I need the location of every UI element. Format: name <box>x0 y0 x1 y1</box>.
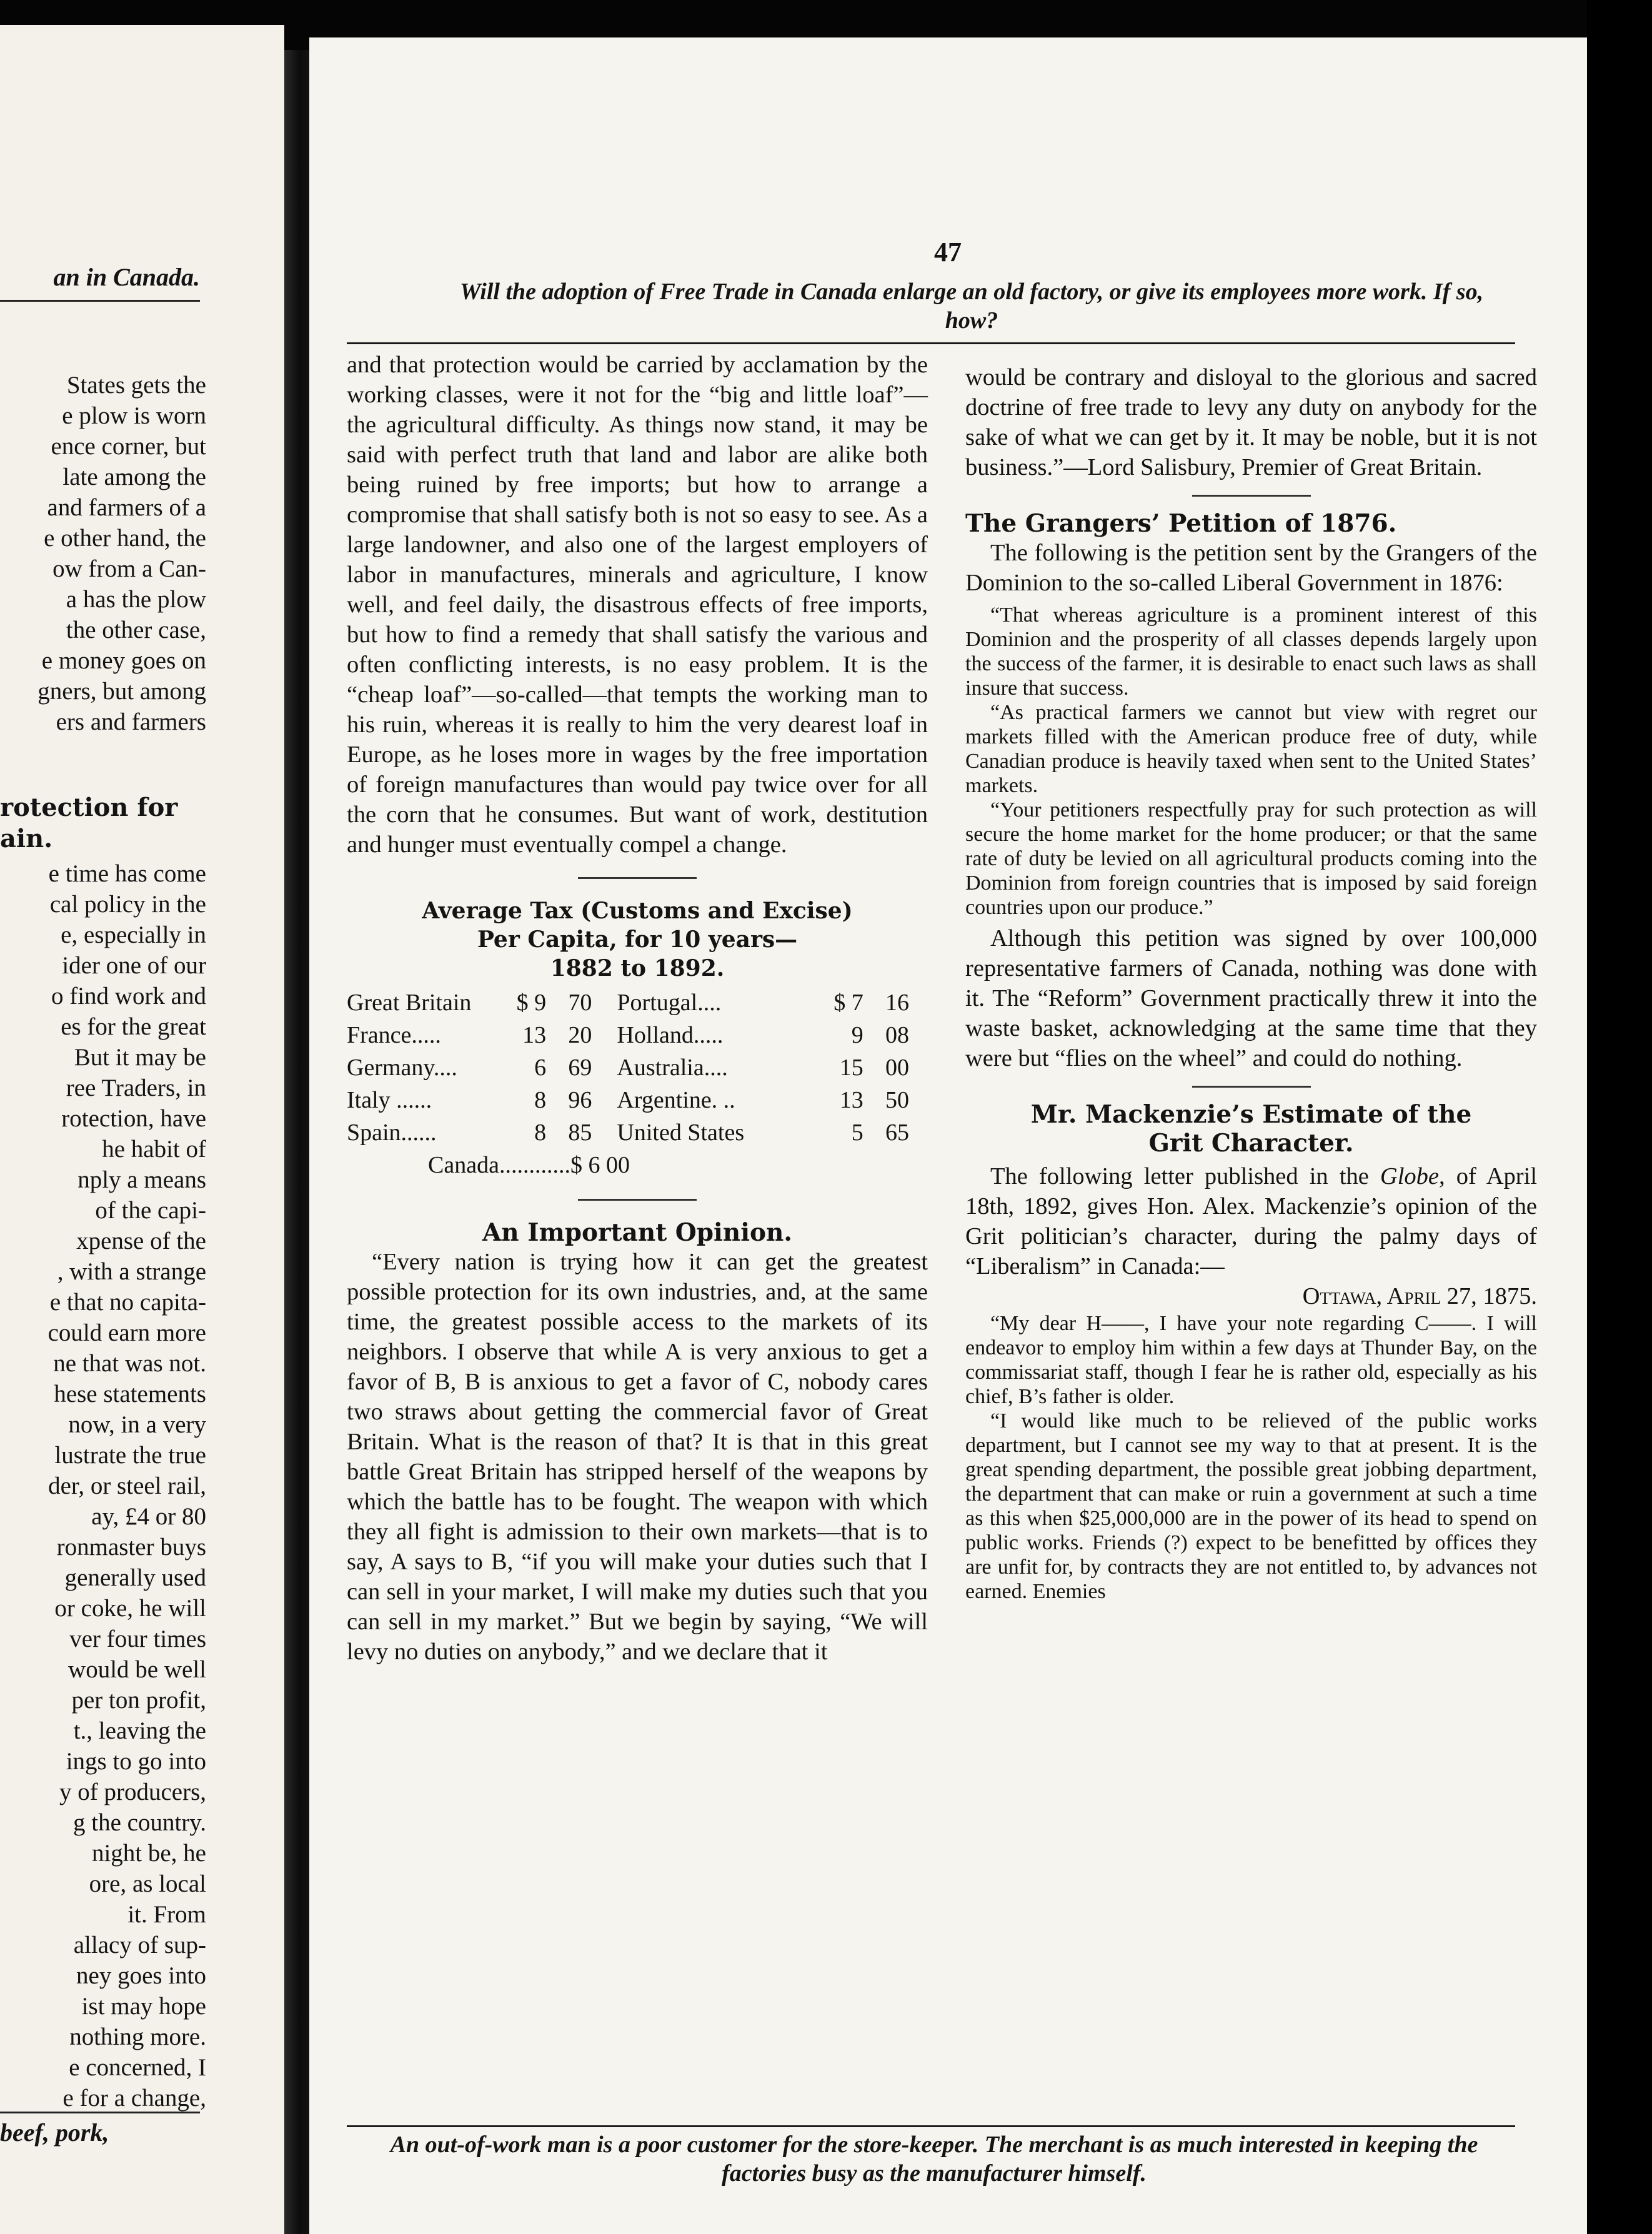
left-page-text-line: gners, but among <box>37 678 206 705</box>
left-page-text-line: the other case, <box>66 617 206 643</box>
tax-per-capita-table <box>347 986 909 1149</box>
left-page-text-line: ne that was not. <box>53 1350 206 1377</box>
left-page-heading-line-2: ain. <box>0 824 53 853</box>
country-name: France..... <box>347 1022 441 1048</box>
grangers-outro: Although this petition was signed by over 100,000 representative farmers of Canada, nothing was done with it. The “Reform” Government practically threw it into the waste basket, acknowledging at the same time that they were but “flies on the wheel” and could do nothing. <box>965 925 1537 1071</box>
left-page-text-line: ver four times <box>69 1626 206 1652</box>
opinion-heading: An Important Opinion. <box>482 1218 792 1247</box>
left-page-text-line: allacy of sup- <box>73 1932 206 1958</box>
scan-border <box>1587 0 1652 2234</box>
left-page-text-line: e, especially in <box>61 921 206 948</box>
protection-paragraph: and that protection would be carried by acclamation by the working classes, were it not for the “big and little loaf”—the agricultural difficulty. As things now stand, it may be said with perfect truth that land and labor are alike both being ruined by free imports; but how to arrange a compromise that shall satisfy both is not so easy to see. As a large landowner, and also one of the largest employers of labor in manufactures, minerals and agriculture, I know well, and feel daily, the disastrous effects of free imports, but how to find a remedy that shall satisfy the various and often conflicting interests, is no easy problem. It is the “cheap loaf”—so-called—that tempts the working man to his ruin, whereas it is really to him the very dearest loaf in Europe, as he loses more in wages by the free importation of foreign manufactures than would pay twice over for all the corn that he consumes. But want of work, destitution and hunger must eventually compel a change. <box>347 352 928 858</box>
tax-cents: 00 <box>885 1055 909 1081</box>
letter-text <box>965 1311 1537 1604</box>
mackenzie-heading-line-2: Grit Character. <box>1148 1129 1354 1158</box>
tax-dollars: 8 <box>534 1087 547 1113</box>
tax-cents: 20 <box>568 1022 592 1048</box>
left-page-heading-line-1: rotection for <box>0 793 178 822</box>
tax-cents: 85 <box>568 1119 592 1146</box>
tax-dollars: 6 <box>534 1055 547 1081</box>
left-page-text-line: e other hand, the <box>44 525 206 552</box>
petition-text <box>965 603 1537 920</box>
left-page-text-line: it. From <box>127 1901 206 1928</box>
letter-date: Ottawa, April 27, 1875. <box>1302 1283 1537 1309</box>
left-page-text-line: lustrate the true <box>54 1442 206 1469</box>
left-page-text-line: der, or steel rail, <box>48 1472 206 1499</box>
letter-paragraph-1: “My dear H——, I have your note regarding C——. I will endeavor to employ him within a few days at Thunder Bay, on the commissariat staff, though I fear he is rather old, especially as his chief, B’s father is older. <box>965 1312 1537 1408</box>
tax-cents: 69 <box>568 1055 592 1081</box>
left-page-text-line: nothing more. <box>69 2023 206 2050</box>
bottom-rule <box>347 2125 1515 2127</box>
country-name: Spain...... <box>347 1119 437 1146</box>
left-page-text-line: ore, as local <box>89 1870 206 1897</box>
left-page-text-line: or coke, he will <box>54 1595 206 1622</box>
left-page-header-rule <box>0 300 200 302</box>
left-column <box>347 350 928 1667</box>
country-name: Portugal.... <box>617 990 722 1016</box>
left-page-text-line: ronmaster buys <box>56 1534 206 1561</box>
bottom-running-note: An out-of-work man is a poor customer for the store-keeper. The merchant is as much interested in keeping the factories busy as the manufacturer himself. <box>390 2132 1478 2187</box>
left-page-footer-note: beef, pork, <box>0 2118 109 2147</box>
left-page-text-line: ings to go into <box>66 1748 206 1775</box>
section-separator <box>578 877 697 879</box>
left-page-text-line: night be, he <box>91 1840 206 1867</box>
grangers-intro: The following is the petition sent by the Grangers of the Dominion to the so-called Liberal Government in 1876: <box>965 540 1537 596</box>
tax-heading-line-2: Per Capita, for 10 years— <box>477 926 798 953</box>
tax-table-row <box>347 986 909 1019</box>
left-page-text-line: and farmers of a <box>47 494 206 521</box>
left-page-text-line: rotection, have <box>61 1105 206 1132</box>
petition-paragraph-2: “As practical farmers we cannot but view with regret our markets filled with the American produce free of duty, while Canadian produce is heavily taxed when sent to the United States’ markets. <box>965 701 1537 797</box>
tax-table-row <box>347 1051 909 1084</box>
grangers-heading: The Grangers’ Petition of 1876. <box>965 509 1397 538</box>
country-name: Australia.... <box>617 1055 728 1081</box>
country-name: Italy ...... <box>347 1087 432 1113</box>
left-page-column-top <box>0 370 206 737</box>
tax-cents: 65 <box>885 1119 909 1146</box>
petition-paragraph-1: “That whereas agriculture is a prominent interest of this Dominion and the prosperity of all classes depends largely upon the success of the farmer, it is desirable to enact such laws as shall insure that success. <box>965 603 1537 700</box>
left-page-text-line: e money goes on <box>41 647 206 674</box>
left-page-text-line: e for a change, <box>62 2085 206 2112</box>
tax-dollars: $ 9 <box>516 990 547 1016</box>
left-page-text-line: States gets the <box>66 372 206 399</box>
tax-cents: 70 <box>568 990 592 1016</box>
left-page-text-line: e time has come <box>48 860 206 887</box>
left-page-text-line: g the country. <box>73 1809 206 1836</box>
mackenzie-intro-end: , of April 18th, 1892, gives Hon. Alex. Mackenzie’s opinion of the Grit politician’s character, during the palmy days of “Liberalism” in Canada:— <box>965 1163 1537 1279</box>
left-page-text-line: he habit of <box>102 1136 206 1163</box>
tax-dollars: $ 7 <box>833 990 863 1016</box>
left-page-text-line: o find work and <box>51 983 206 1010</box>
left-page-text-line: hese statements <box>54 1381 206 1407</box>
left-page-text-line: per ton profit, <box>71 1687 206 1714</box>
left-page-text-line: es for the great <box>61 1013 206 1040</box>
left-page-text-line: cal policy in the <box>49 891 206 918</box>
top-rule <box>347 342 1515 344</box>
tax-table-row <box>347 1116 909 1149</box>
left-page-text-line: ay, £4 or 80 <box>91 1503 206 1530</box>
left-page-text-line: now, in a very <box>68 1411 206 1438</box>
left-page-text-line: ist may hope <box>81 1993 206 2020</box>
left-page-running-header: an in Canada. <box>53 263 200 291</box>
tax-dollars: 8 <box>534 1119 547 1146</box>
left-page-text-line: e concerned, I <box>69 2054 206 2081</box>
left-page-text-line: ence corner, but <box>51 433 206 460</box>
tax-table-row <box>347 1084 909 1116</box>
tax-dollars: 15 <box>839 1055 863 1081</box>
tax-cents: 50 <box>885 1087 909 1113</box>
tax-dollars: 9 <box>851 1022 863 1048</box>
mackenzie-intro-start: The following letter published in the <box>990 1163 1380 1189</box>
left-page-text-line: would be well <box>68 1656 206 1683</box>
left-page-text-line: could earn more <box>47 1319 206 1346</box>
left-page-text-line: e plow is worn <box>62 402 206 429</box>
left-page-text-line: ney goes into <box>76 1962 206 1989</box>
tax-heading-line-1: Average Tax (Customs and Excise) <box>422 898 853 924</box>
left-page-text-line: y of producers, <box>59 1779 206 1805</box>
tax-heading-line-3: 1882 to 1892. <box>550 955 725 981</box>
left-page-text-line: generally used <box>64 1564 206 1591</box>
left-page-text-line: late among the <box>62 464 206 490</box>
section-separator <box>1192 495 1311 497</box>
tax-dollars: 5 <box>851 1119 863 1146</box>
canada-tax-line: Canada............$ 6 00 <box>428 1152 630 1178</box>
main-page <box>309 37 1587 2234</box>
mackenzie-heading-line-1: Mr. Mackenzie’s Estimate of the <box>1030 1100 1472 1129</box>
left-page-text-line: a has the plow <box>66 586 206 613</box>
left-page-text-line: xpense of the <box>76 1228 206 1254</box>
left-page-text-line: e that no capita- <box>49 1289 206 1316</box>
left-page-text-line: t., leaving the <box>73 1717 206 1744</box>
country-name: Great Britain <box>347 990 472 1016</box>
left-page-text-line: ree Traders, in <box>66 1075 206 1101</box>
letter-paragraph-2: “I would like much to be relieved of the public works department, but I cannot see my way to that at present. It is the great spending department, the possible great jobbing department, the department that can make or ruin a government at such a time as this when $25,000,000 are in the power of its head to spend on public works. Friends (?) expect to be benefitted by offices they are unfit for, by contracts they are not entitled to, by advances not earned. Enemies <box>965 1409 1537 1603</box>
left-page-text-line: nply a means <box>77 1166 206 1193</box>
tax-table-row <box>347 1019 909 1051</box>
petition-paragraph-3: “Your petitioners respectfully pray for such protection as will secure the home market for the home producer; or that the same rate of duty be levied on all agricultural products coming into the Dominion from foreign countries that is imposed by said foreign countries upon our produce.” <box>965 798 1537 919</box>
country-name: United States <box>617 1119 745 1146</box>
tax-dollars: 13 <box>839 1087 863 1113</box>
left-page-text-line: of the capi- <box>95 1197 206 1224</box>
country-name: Germany.... <box>347 1055 457 1081</box>
section-separator <box>1192 1086 1311 1088</box>
salisbury-quote-end: would be contrary and disloyal to the glorious and sacred doctrine of free trade to levy any duty on anybody for the sake of what we can get by it. It may be noble, but it is not business.”—Lord Salisbury, Premier of Great Britain. <box>965 364 1537 480</box>
left-page-footer-rule <box>0 2112 200 2113</box>
left-page-column-bottom <box>0 858 206 2113</box>
left-page-heading-block <box>0 792 206 855</box>
left-page-text-line: But it may be <box>74 1044 206 1071</box>
country-name: Argentine. .. <box>617 1087 735 1113</box>
tax-cents: 08 <box>885 1022 909 1048</box>
globe-title: Globe <box>1380 1163 1439 1189</box>
left-page-text-line: ers and farmers <box>56 708 206 735</box>
tax-cents: 16 <box>885 990 909 1016</box>
country-name: Holland..... <box>617 1022 724 1048</box>
mackenzie-intro <box>965 1161 1537 1281</box>
left-page-fragment <box>0 25 284 2234</box>
page-number: 47 <box>934 237 962 267</box>
opinion-paragraph: “Every nation is trying how it can get the greatest possible protection for its own industries, and, at the same time, the greatest possible access to the markets of its neighbors. I observe that while A is very anxious to get a favor of B, B is anxious to get a favor of C, nobody cares two straws about getting the commercial favor of Great Britain. What is the reason of that? It is that in this great battle Great Britain has stripped herself of the weapons by which the battle has to be fought. The weapon with which they all fight is admission to their own markets—that is to say, A says to B, “if you will make your duties such that I can sell in your market, I will make my duties such that you can sell in my market.” But we begin by saying, “We will levy no duties on anybody,” and we declare that it <box>347 1249 928 1665</box>
left-page-text-line: ider one of our <box>62 952 206 979</box>
tax-dollars: 13 <box>522 1022 547 1048</box>
left-page-text-line: , with a strange <box>57 1258 206 1285</box>
top-running-note: Will the adoption of Free Trade in Canada enlarge an old factory, or give its employees more work. If so, how? <box>459 279 1484 334</box>
section-separator <box>578 1199 697 1201</box>
right-column <box>965 362 1537 1604</box>
left-page-text-line: ow from a Can- <box>52 555 206 582</box>
tax-cents: 96 <box>568 1087 592 1113</box>
